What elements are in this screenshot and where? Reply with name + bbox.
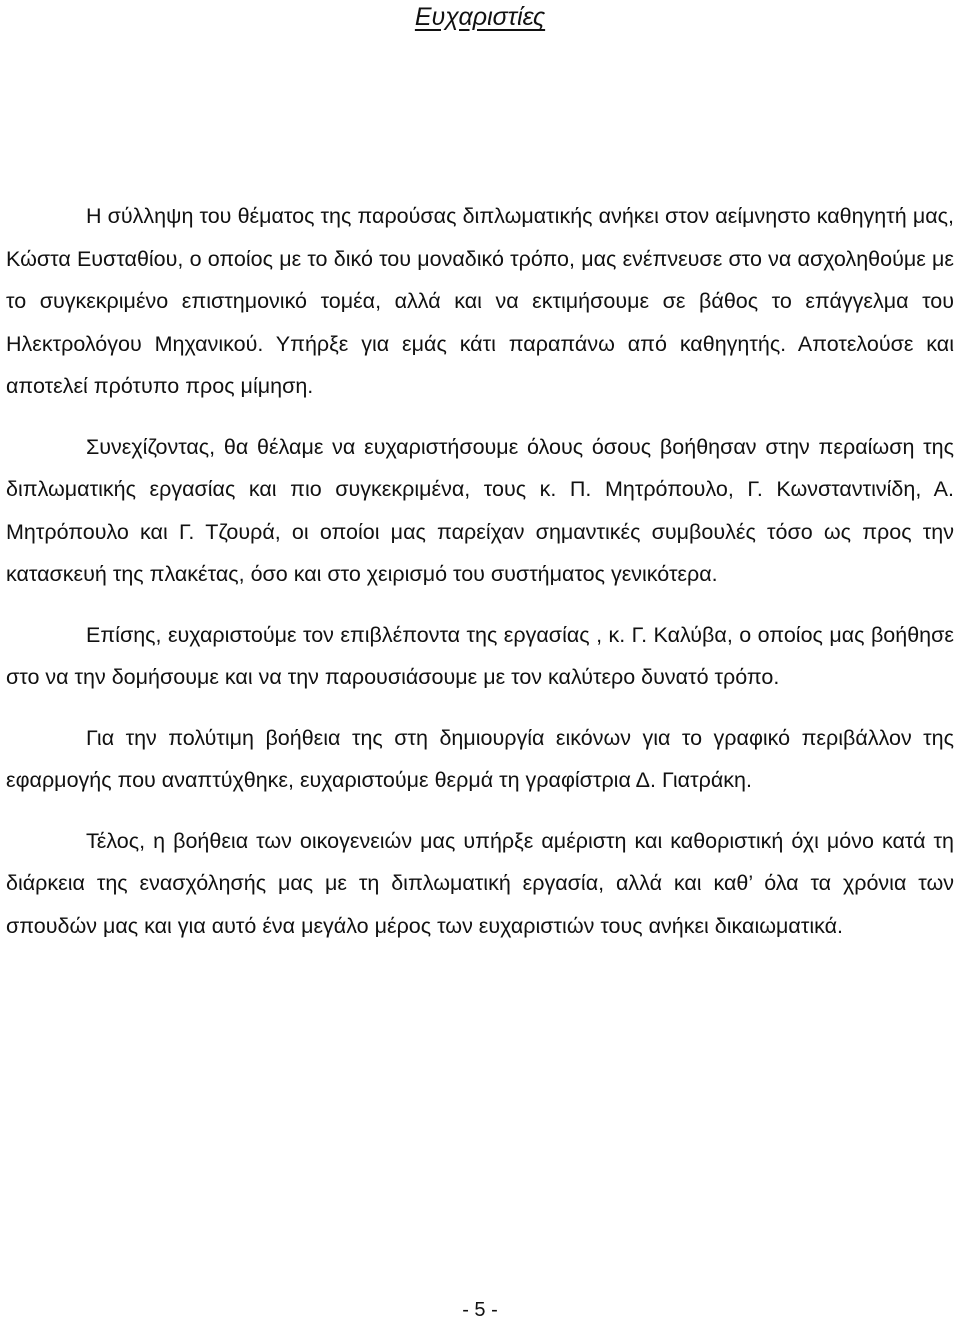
paragraph-1: Η σύλληψη του θέματος της παρούσας διπλωματικής ανήκει στον αείμνηστο καθηγητή μας, Κώστα Ευσταθίου, ο οποίος με το δικό του μοναδικό τρόπο, μας ενέπνευσε στο να ασχοληθούμε με το συγκεκριμένο επιστημονικό τομέα, αλλά και να εκτιμήσουμε σε βάθος το επάγγελμα του Ηλεκτρολόγου Μηχανικού. Υπήρξε για εμάς κάτι παραπάνω από καθηγητής. Αποτελούσε και αποτελεί πρότυπο προς μίμηση. xyxy=(6,204,954,398)
page-title: Ευχαριστίες xyxy=(414,3,546,31)
paragraph-2: Συνεχίζοντας, θα θέλαμε να ευχαριστήσουμε όλους όσους βοήθησαν στην περαίωση της διπλωματικής εργασίας και πιο συγκεκριμένα, τους κ. Π. Μητρόπουλο, Γ. Κωνσταντινίδη, Α. Μητρόπουλο και Γ. Τζουρά, οι οποίοι μας παρείχαν σημαντικές συμβουλές τόσο ως προς την κατασκευή της πλακέτας, όσο και στο χειρισμό του συστήματος γενικότερα. xyxy=(6,434,954,586)
acknowledgements-body xyxy=(6,195,954,965)
paragraph-4: Για την πολύτιμη βοήθεια της στη δημιουργία εικόνων για το γραφικό περιβάλλον της εφαρμογής που αναπτύχθηκε, ευχαριστούμε θερμά τη γραφίστρια Δ. Γιατράκη. xyxy=(6,725,954,792)
paragraph-5: Τέλος, η βοήθεια των οικογενειών μας υπήρξε αμέριστη και καθοριστική όχι μόνο κατά τη διάρκεια της ενασχόλησής μας με τη διπλωματική εργασία, αλλά και καθ’ όλα τα χρόνια των σπουδών μας και για αυτό ένα μεγάλο μέρος των ευχαριστιών τους ανήκει δικαιωματικά. xyxy=(6,828,954,938)
paragraph-3: Επίσης, ευχαριστούμε τον επιβλέποντα της εργασίας , κ. Γ. Καλύβα, ο οποίος μας βοήθησε στο να την δομήσουμε και να την παρουσιάσουμε με τον καλύτερο δυνατό τρόπο. xyxy=(6,622,954,689)
page-number: - 5 - xyxy=(462,1299,498,1321)
